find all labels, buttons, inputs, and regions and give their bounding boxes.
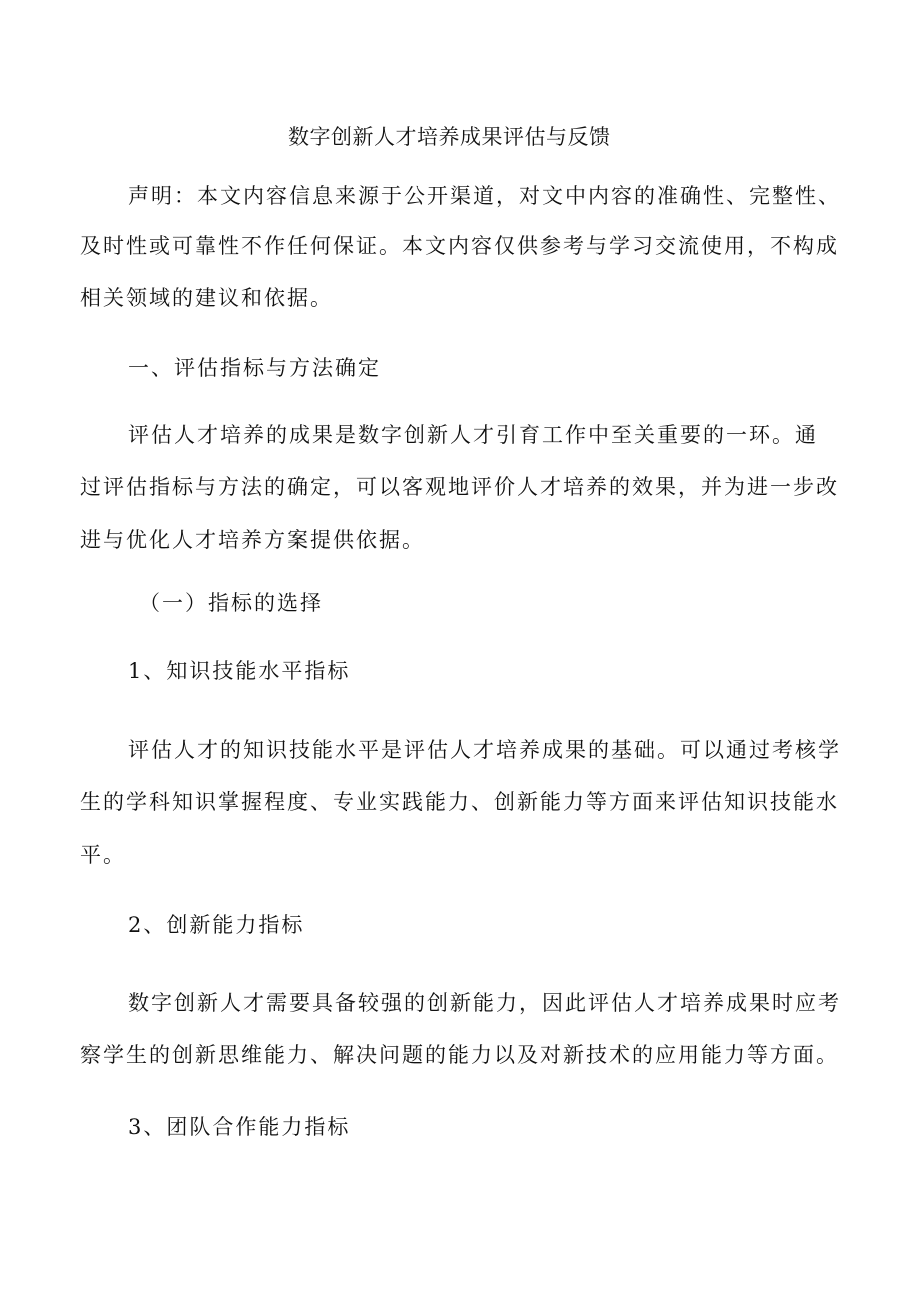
item-1-paragraph-line-3: 平。 (80, 843, 126, 867)
section-heading: 一、评估指标与方法确定 (128, 356, 381, 380)
item-1-paragraph-line-1: 评估人才的知识技能水平是评估人才培养成果的基础。可以通过考核学 (128, 738, 841, 762)
section-paragraph-line-1: 评估人才培养的成果是数字创新人才引育工作中至关重要的一环。通 (128, 423, 818, 447)
item-1-heading: 1、知识技能水平指标 (128, 659, 351, 683)
item-2-heading: 2、创新能力指标 (128, 913, 305, 937)
section-paragraph-line-2: 过评估指标与方法的确定，可以客观地评价人才培养的效果，并为进一步改 (80, 475, 839, 499)
item-3-heading: 3、团队合作能力指标 (128, 1115, 351, 1139)
item-2-paragraph-line-1: 数字创新人才需要具备较强的创新能力，因此评估人才培养成果时应考 (128, 991, 841, 1015)
item-2-paragraph-line-2: 察学生的创新思维能力、解决问题的能力以及对新技术的应用能力等方面。 (80, 1043, 839, 1067)
disclaimer-line-1: 声明：本文内容信息来源于公开渠道，对文中内容的准确性、完整性、 (128, 184, 841, 208)
disclaimer-line-2: 及时性或可靠性不作任何保证。本文内容仅供参考与学习交流使用，不构成 (80, 234, 839, 258)
disclaimer-line-3: 相关领域的建议和依据。 (80, 286, 333, 310)
subsection-heading: （一）指标的选择 (139, 591, 323, 615)
document-title: 数字创新人才培养成果评估与反馈 (288, 125, 611, 149)
item-1-paragraph-line-2: 生的学科知识掌握程度、专业实践能力、创新能力等方面来评估知识技能水 (80, 790, 839, 814)
section-paragraph-line-3: 进与优化人才培养方案提供依据。 (80, 528, 425, 552)
